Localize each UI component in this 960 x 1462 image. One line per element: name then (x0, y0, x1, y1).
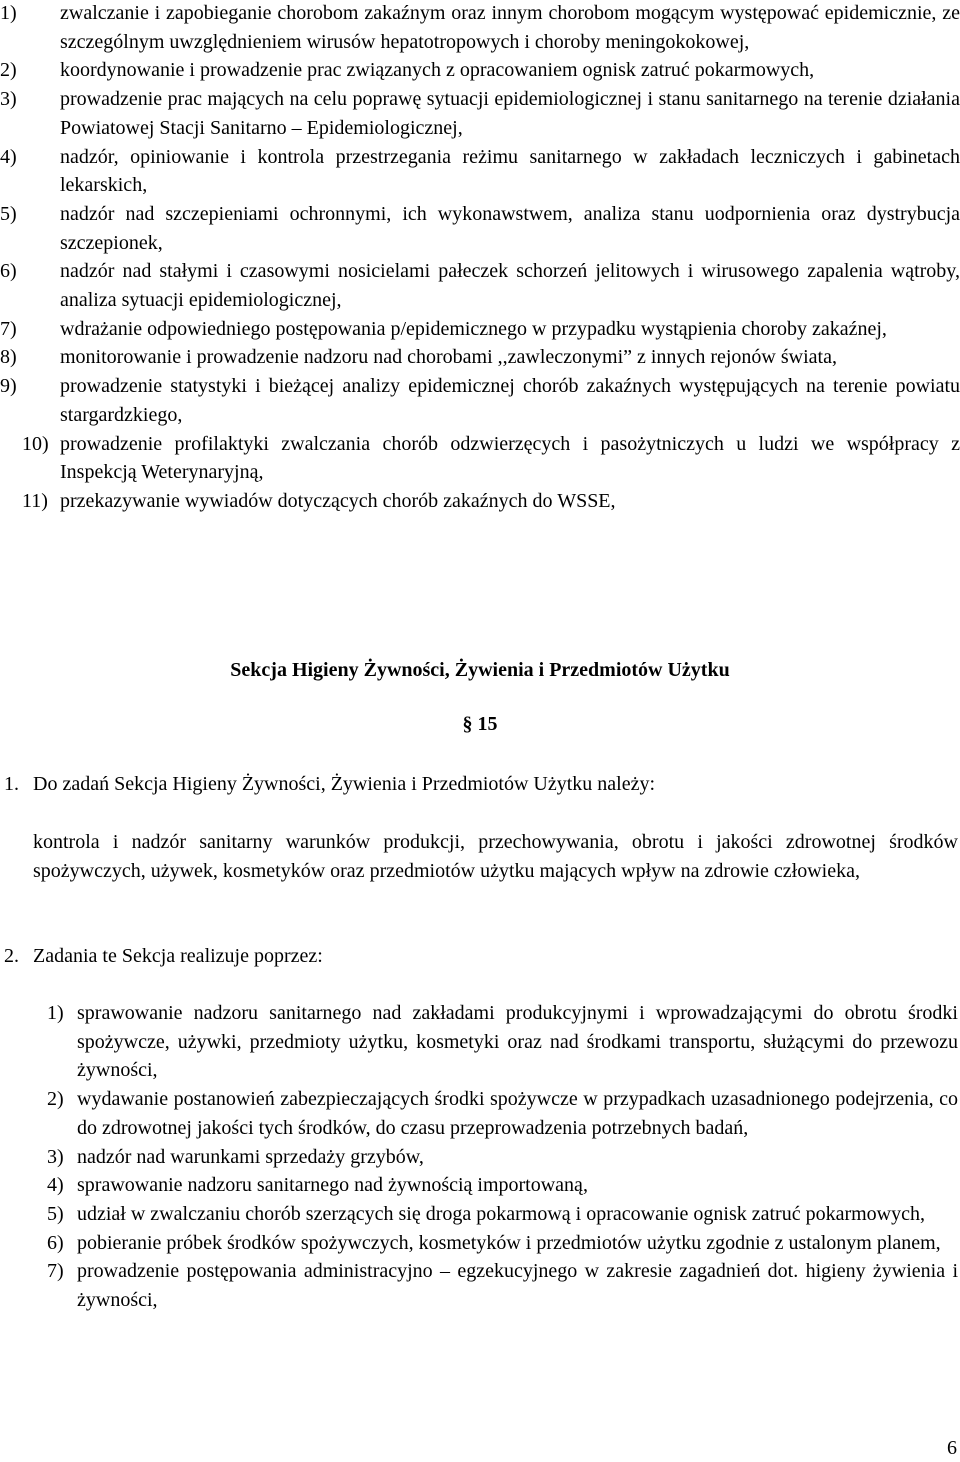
item-text: wydawanie postanowień zabezpieczających środki spożywcze w przypadkach uzasadnionego podejrzenia, co do zdrowotnej jakości tych środków, do czasu przeprowadzenia potrzebnych badań, (77, 1088, 958, 1139)
list-item (0, 56, 960, 85)
list-item (33, 1171, 958, 1200)
list-item (33, 1143, 958, 1172)
item-text: prowadzenie statystyki i bieżącej analizy epidemicznej chorób zakaźnych występujących na terenie powiatu stargardzkiego, (60, 375, 960, 426)
item-text: monitorowanie i prowadzenie nadzoru nad chorobami ,,zawleczonymi” z innych rejonów świata, (60, 346, 837, 369)
list-item (0, 85, 960, 142)
item-text: wdrażanie odpowiedniego postępowania p/epidemicznego w przypadku wystąpienia choroby zakaźnej, (60, 317, 887, 340)
list-item (0, 372, 960, 429)
item-number: 8) (0, 346, 17, 369)
point-number: 2. (4, 945, 19, 967)
item-text: prowadzenie prac mających na celu poprawę sytuacji epidemiologicznej i stanu sanitarnego na terenie działania Powiatowej Stacji Sanitarno – Epidemiologicznej, (60, 88, 960, 139)
item-number: 2) (0, 59, 17, 82)
epidemiology-task-list (0, 0, 960, 516)
item-text: nadzór nad szczepieniami ochronnymi, ich wykonawstwem, analiza stanu uodpornienia oraz dystrybucja szczepionek, (60, 202, 960, 254)
list-item (33, 999, 958, 1085)
item-number: 4) (0, 145, 17, 168)
item-text: nadzór, opiniowanie i kontrola przestrzegania reżimu sanitarnego w zakładach leczniczych i gabinetach lekarskich, (60, 145, 960, 197)
item-text: nadzór nad warunkami sprzedaży grzybów, (77, 1145, 424, 1168)
item-number: 1) (47, 1002, 64, 1024)
item-number: 11) (22, 489, 48, 512)
list-item (33, 1200, 958, 1229)
list-item (0, 0, 960, 56)
item-number: 5) (47, 1202, 64, 1225)
paragraph-number: § 15 (462, 713, 498, 735)
point-text: Do zadań Sekcja Higieny Żywności, Żywienia i Przedmiotów Użytku należy: (33, 773, 656, 795)
list-item (0, 430, 960, 487)
item-text: prowadzenie postępowania administracyjno – egzekucyjnego w zakresie zagadnień dot. higieny żywienia i żywności, (77, 1260, 958, 1312)
item-number: 7) (47, 1260, 64, 1283)
item-number: 3) (47, 1145, 64, 1168)
item-text: prowadzenie profilaktyki zwalczania chorób odzwierzęcych i pasożytniczych u ludzi we współpracy z Inspekcją Weterynaryjną, (60, 432, 960, 484)
item-number: 1) (0, 2, 17, 24)
list-item (0, 200, 960, 257)
item-text: sprawowanie nadzoru sanitarnego nad żywnością importowaną, (77, 1174, 588, 1197)
item-number: 2) (47, 1088, 64, 1111)
item-number: 9) (0, 375, 17, 398)
item-number: 4) (47, 1174, 64, 1197)
item-number: 6) (0, 260, 17, 283)
list-item (0, 257, 960, 314)
page-number: 6 (947, 1437, 957, 1459)
item-text: udział w zwalczaniu chorób szerzących się droga pokarmową i opracowanie ognisk zatruć pokarmowych, (77, 1202, 925, 1225)
item-text: pobieranie próbek środków spożywczych, kosmetyków i przedmiotów użytku zgodnie z ustalonym planem, (77, 1231, 941, 1254)
list-item (0, 143, 960, 200)
item-number: 10) (22, 432, 49, 455)
item-number: 5) (0, 202, 17, 225)
list-item (33, 1257, 958, 1314)
list-item (0, 487, 960, 516)
list-item (0, 343, 960, 372)
item-text: sprawowanie nadzoru sanitarnego nad zakładami produkcyjnymi i wprowadzającymi do obrotu środki spożywcze, używki, przedmioty użytku, kosmetyki oraz nad środkami transportu, służącymi do przewozu żywności, (77, 1002, 958, 1082)
list-item (33, 1085, 958, 1142)
item-number: 7) (0, 317, 17, 340)
item-text: zwalczanie i zapobieganie chorobom zakaźnym oraz innym chorobom mogącym występować epidemicznie, ze szczególnym uwzględnieniem wirusów hepatotropowych i choroby meningokokowej, (60, 2, 960, 53)
item-text: nadzór nad stałymi i czasowymi nosicielami pałeczek schorzeń jelitowych i wirusowego zapalenia wątroby, analiza sytuacji epidemiologicznej, (60, 260, 960, 312)
item-number: 3) (0, 88, 17, 111)
item-number: 6) (47, 1231, 64, 1254)
list-item (33, 1229, 958, 1258)
point-number: 1. (4, 773, 19, 795)
point-2 (0, 942, 960, 971)
section-heading: Sekcja Higieny Żywności, Żywienia i Przedmiotów Użytku (230, 659, 730, 681)
item-text: koordynowanie i prowadzenie prac związanych z opracowaniem ognisk zatruć pokarmowych, (60, 59, 815, 82)
item-text: przekazywanie wywiadów dotyczących chorób zakaźnych do WSSE, (60, 489, 616, 512)
point-text: Zadania te Sekcja realizuje poprzez: (33, 945, 323, 967)
point-1-body: kontrola i nadzór sanitarny warunków produkcji, przechowywania, obrotu i jakości zdrowotnej środków spożywczych, używek, kosmetyków oraz przedmiotów użytku mających wpływ na zdrowie człowieka, (33, 831, 958, 882)
list-item (0, 315, 960, 344)
point-1 (0, 770, 960, 799)
food-hygiene-task-list (33, 999, 958, 1315)
